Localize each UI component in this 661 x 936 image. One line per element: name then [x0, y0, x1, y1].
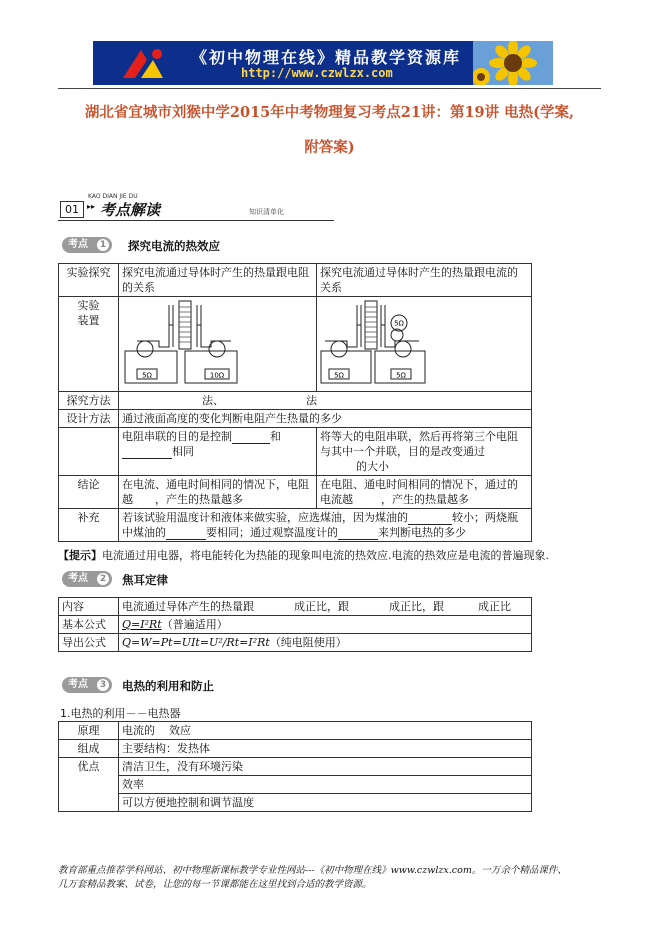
text-run: ，产生的热量越多 [381, 493, 469, 506]
sunflower-icon [473, 41, 553, 85]
cell-text [119, 509, 532, 542]
cell-text [119, 428, 317, 476]
cell-text [119, 722, 532, 740]
label-line: 装置 [77, 314, 100, 327]
answer-blank[interactable] [166, 527, 206, 540]
text-run: 和 [270, 430, 281, 443]
kd2-title: 焦耳定律 [122, 573, 168, 587]
text-run: 的大小 [356, 460, 389, 473]
cell-text [119, 634, 532, 652]
table-row [59, 392, 532, 410]
footer-line-1: 教育部重点推荐学科网站、初中物理新课标教学专业性网站---《初中物理在线》www.czwlzx.com。一万余个精品课件、 [58, 865, 567, 876]
cell-text: 主要结构：发热体 [119, 740, 532, 758]
header-rule [58, 88, 601, 89]
tip-text: 电流通过用电器，将电能转化为热能的现象叫电流的热效应.电流的热效应是电流的普遍现象. [102, 549, 549, 562]
row-label: 组成 [59, 740, 119, 758]
text-run: 成正比，跟 [294, 600, 349, 613]
row-label: 探究方法 [59, 392, 119, 410]
kaodian-badge-1 [62, 237, 112, 253]
header-banner [93, 41, 553, 85]
table-row [59, 476, 532, 509]
kaodian-badge-2 [62, 571, 112, 587]
text-run: 相同 [172, 445, 194, 458]
row-label: 结论 [59, 476, 119, 509]
row-label: 基本公式 [59, 616, 119, 634]
site-logo-icon [113, 44, 173, 82]
cell-text: 探究电流通过导体时产生的热量跟电阻的关系 [119, 264, 317, 297]
cell-text [317, 428, 532, 476]
cell-text [119, 392, 532, 410]
table-row [59, 410, 532, 428]
resistor-label: 5Ω [396, 371, 406, 380]
kd3-paragraph: 1.电热的利用－－电热器 [60, 707, 181, 720]
table-row [59, 722, 532, 740]
resistor-label: 5Ω [334, 371, 344, 380]
apparatus-cell-2 [317, 297, 532, 392]
label-line: 实验 [77, 299, 100, 312]
text-run: 在电流、通电时间相同的情况下，电阻越 [122, 478, 309, 506]
row-label: 设计方法 [59, 410, 119, 428]
cell-text [119, 616, 532, 634]
table-row [59, 264, 532, 297]
answer-blank[interactable] [338, 527, 378, 540]
row-label: 原理 [59, 722, 119, 740]
method-2: 法 [306, 394, 317, 407]
resistor-label: 5Ω [394, 319, 404, 328]
badge-label: 考点 [68, 239, 88, 250]
row-label: 内容 [59, 598, 119, 616]
answer-blank[interactable] [232, 431, 270, 444]
formula: Q=I²Rt [122, 618, 162, 631]
table-row [59, 616, 532, 634]
text-run: 效应 [169, 724, 191, 737]
table-row [59, 740, 532, 758]
text-run: 电流的 [122, 724, 155, 737]
text-run: 成正比 [478, 600, 511, 613]
table-row [59, 509, 532, 542]
text-run: 要相同；通过观察温度计的 [206, 526, 338, 539]
badge-label: 考点 [68, 573, 88, 584]
tip-note [58, 547, 549, 563]
text-run: 电流通过导体产生的热量跟 [122, 600, 254, 613]
section-subtitle: 知识清单化 [249, 208, 284, 216]
apparatus-diagram-parallel [317, 297, 532, 387]
section-header [58, 193, 334, 223]
table-row [59, 297, 532, 392]
row-label: 优点 [59, 758, 119, 812]
tip-label: 【提示】 [58, 549, 102, 562]
section-pinyin: KAO DIAN JIE DU [88, 193, 138, 200]
table-row [59, 428, 532, 476]
document-title [58, 95, 601, 165]
section-number: 01 [60, 201, 84, 218]
method-1: 法、 [202, 394, 224, 407]
text-run: 将等大的电阻串联，然后再将第三个电阻与其中一个并联，目的是改变通过 [320, 430, 518, 458]
text-run: 来判断电热的多少 [378, 526, 466, 539]
answer-blank[interactable] [408, 512, 452, 525]
cell-text: 效率 [119, 776, 532, 794]
row-label [59, 428, 119, 476]
section-rule [58, 220, 334, 221]
section-title: 考点解读 [100, 201, 161, 219]
title-line-1: 湖北省宜城市刘猴中学2015年中考物理复习考点21讲：第19讲 电热(学案, [84, 104, 575, 121]
table-row [59, 634, 532, 652]
title-line-2: 附答案) [304, 139, 355, 156]
text-run: （普遍适用） [161, 618, 228, 631]
text-run: 成正比，跟 [389, 600, 444, 613]
kd2-table [58, 597, 532, 652]
kaodian-badge-3 [62, 677, 112, 693]
cell-text [119, 476, 317, 509]
banner-title: 《初中物理在线》精品教学资源库 [191, 48, 462, 67]
text-run: （纯电阻使用） [269, 636, 347, 649]
apparatus-diagram-series [119, 297, 317, 387]
text-run: 若该试验用温度计和液体来做实验，应选煤油，因为煤油的 [122, 511, 408, 524]
double-arrow-icon: ▸▸ [87, 202, 96, 211]
text-run: 较小；两烧瓶中煤油的 [122, 511, 518, 539]
cell-text [317, 476, 532, 509]
cell-text: 可以方便地控制和调节温度 [119, 794, 532, 812]
resistor-label: 5Ω [142, 371, 152, 380]
row-label [59, 297, 119, 392]
text-run: 在电阻、通电时间相同的情况下，通过的电流越 [320, 478, 518, 506]
page-footer [58, 864, 618, 892]
table-row [59, 794, 532, 812]
kd1-title: 探究电流的热效应 [128, 239, 220, 253]
footer-line-2: 几万套精品教案、试卷，让您的每一节课都能在这里找到合适的教学资源。 [58, 879, 372, 890]
answer-blank[interactable] [122, 446, 172, 459]
apparatus-cell-1 [119, 297, 317, 392]
text-run: 电阻串联的目的是控制 [122, 430, 232, 443]
cell-text: 通过液面高度的变化判断电阻产生热量的多少 [119, 410, 532, 428]
formula: Q=W=Pt=UIt=U²/Rt=I²Rt [122, 636, 270, 649]
banner-url[interactable]: http://www.czwlzx.com [241, 66, 393, 80]
badge-label: 考点 [68, 679, 88, 690]
cell-text: 探究电流通过导体时产生的热量跟电流的关系 [317, 264, 532, 297]
row-label: 导出公式 [59, 634, 119, 652]
text-run: ，产生的热量越多 [155, 493, 243, 506]
badge-number: 2 [97, 573, 109, 585]
cell-text: 清洁卫生，没有环境污染 [119, 758, 532, 776]
table-row [59, 776, 532, 794]
row-label: 补充 [59, 509, 119, 542]
badge-number: 3 [97, 679, 109, 691]
table-row [59, 598, 532, 616]
cell-text [119, 598, 532, 616]
row-label: 实验探究 [59, 264, 119, 297]
kd3-title: 电热的利用和防止 [122, 679, 214, 693]
table-row [59, 758, 532, 776]
resistor-label: 10Ω [209, 371, 225, 380]
kd3-table [58, 721, 532, 812]
kd1-table [58, 263, 532, 542]
badge-number: 1 [97, 239, 109, 251]
